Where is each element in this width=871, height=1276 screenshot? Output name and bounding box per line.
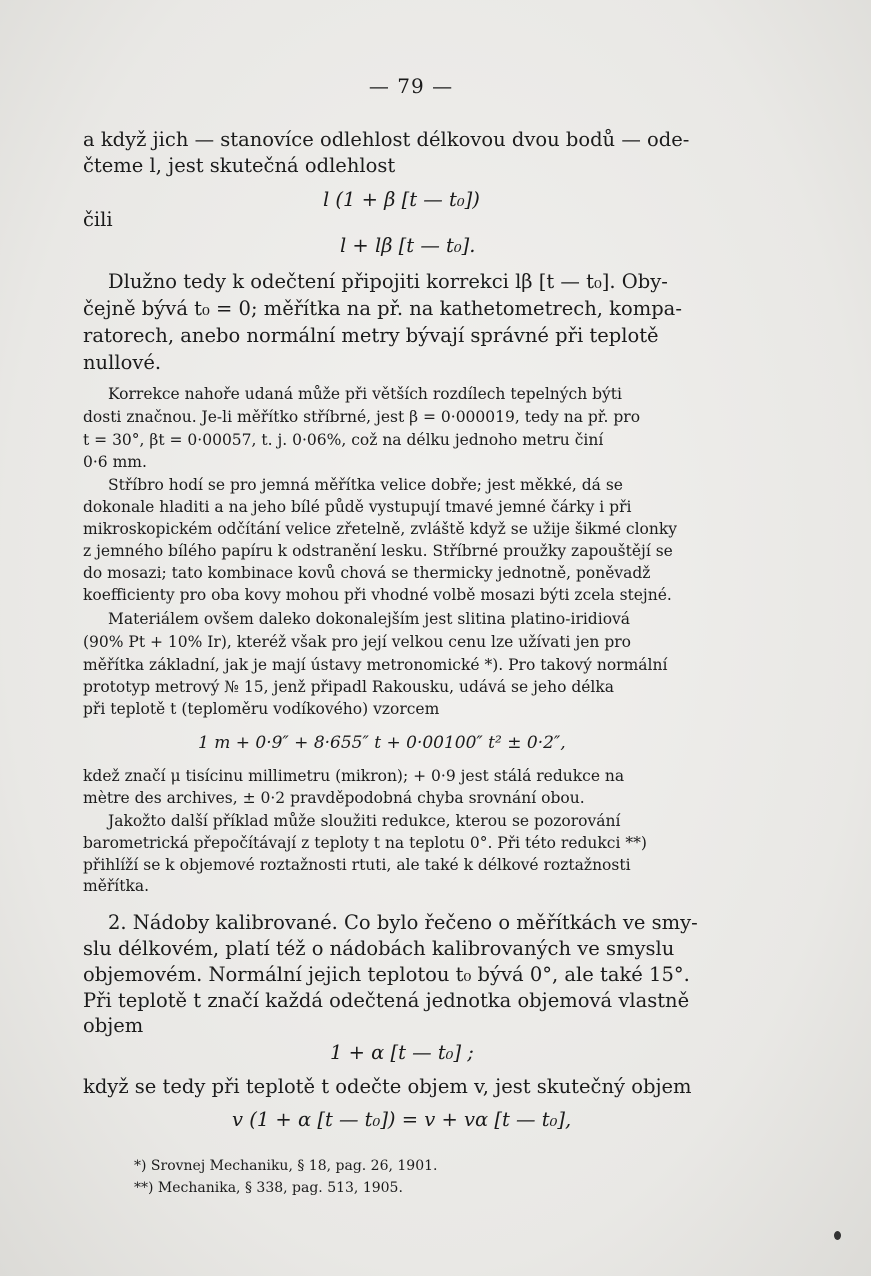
text-line: a když jich — stanovíce odlehlost délkovou dvou bodů — ode- — [83, 128, 690, 151]
text-line: Korrekce nahoře udaná může při větších rozdílech tepelných býti — [108, 385, 622, 403]
text-line: Stříbro hodí se pro jemná měřítka velice dobře; jest měkké, dá se — [108, 476, 623, 494]
formula: l + lβ [t — t₀]. — [340, 234, 476, 257]
formula: 1 + α [t — t₀] ; — [330, 1041, 474, 1064]
text-line: z jemného bílého papíru k odstranění lesku. Stříbrné proužky zapouštějí se — [83, 542, 673, 560]
text-line: (90% Pt + 10% Ir), kteréž však pro její velkou cenu lze užívati jen pro — [83, 633, 631, 651]
text-line: nullové. — [83, 351, 162, 374]
text-line: když se tedy při teplotě t odečte objem v, jest skutečný objem — [83, 1075, 692, 1098]
text-line: přihlíží se k objemové roztažnosti rtuti, ale také k délkové roztažnosti — [83, 856, 631, 874]
text-line: měřítka základní, jak je mají ústavy metronomické *). Pro takový normální — [83, 656, 668, 674]
formula: l (1 + β [t — t₀]) — [323, 188, 480, 211]
text-line: 0·6 mm. — [83, 453, 147, 471]
text-line: objemovém. Normální jejich teplotou t₀ bývá 0°, ale také 15°. — [83, 963, 690, 986]
ink-spot — [834, 1231, 841, 1240]
text-line: měřítka. — [83, 877, 150, 895]
text-line: 2. Nádoby kalibrované. Co bylo řečeno o měřítkách ve smy- — [108, 911, 698, 934]
text-line: dokonale hladiti a na jeho bílé půdě vystupují tmavé jemné čárky i při — [83, 498, 632, 516]
text-line: mètre des archives, ± 0·2 pravděpodobná chyba srovnání obou. — [83, 789, 585, 807]
text-line: při teplotě t (teploměru vodíkového) vzorcem — [83, 700, 440, 718]
footnote: **) Mechanika, § 338, pag. 513, 1905. — [134, 1180, 403, 1196]
text-line: prototyp metrový № 15, jenž připadl Rakousku, udává se jeho délka — [83, 678, 615, 696]
text-line: Při teplotě t značí každá odečtená jednotka objemová vlastně — [83, 989, 690, 1012]
text-line: čejně bývá t₀ = 0; měřítka na př. na kathetometrech, kompa- — [83, 297, 682, 320]
text-line: t = 30°, βt = 0·00057, t. j. 0·06%, což na délku jednoho metru činí — [83, 431, 604, 449]
text-line: kdež značí μ tisícinu millimetru (mikron); + 0·9 jest stálá redukce na — [83, 767, 625, 785]
text-line: do mosazi; tato kombinace kovů chová se thermicky jednotně, poněvadž — [83, 564, 651, 582]
footnote: *) Srovnej Mechaniku, § 18, pag. 26, 1901. — [134, 1158, 438, 1174]
text-line: mikroskopickém odčítání velice zřetelně, zvláště když se užije šikmé clonky — [83, 520, 678, 538]
text-line: ratorech, anebo normální metry bývají správné při teplotě — [83, 324, 659, 347]
text-line: čteme l, jest skutečná odlehlost — [83, 154, 396, 177]
formula: v (1 + α [t — t₀]) = v + vα [t — t₀], — [232, 1108, 572, 1131]
text-line: Dlužno tedy k odečtení připojiti korrekci lβ [t — t₀]. Oby- — [108, 270, 668, 293]
text-line: slu délkovém, platí též o nádobách kalibrovaných ve smyslu — [83, 937, 675, 960]
text-line: objem — [83, 1014, 144, 1037]
text-line: dosti značnou. Je-li měřítko stříbrné, jest β = 0·000019, tedy na př. pro — [83, 408, 641, 426]
text-line: Jakožto další příklad může sloužiti redukce, kterou se pozorování — [108, 812, 621, 830]
text-line: koefficienty pro oba kovy mohou při vhodné volbě mosazi býti zcela stejné. — [83, 586, 672, 604]
text-line: barometrická přepočítávají z teploty t na teplotu 0°. Při této redukci **) — [83, 834, 647, 852]
page-number: — 79 — — [368, 74, 454, 98]
text-line: Materiálem ovšem daleko dokonalejším jest slitina platino-iridiová — [108, 610, 631, 628]
formula: 1 m + 0·9″ + 8·655″ t + 0·00100″ t² ± 0·2″, — [198, 733, 566, 753]
text-line: čili — [83, 208, 113, 231]
